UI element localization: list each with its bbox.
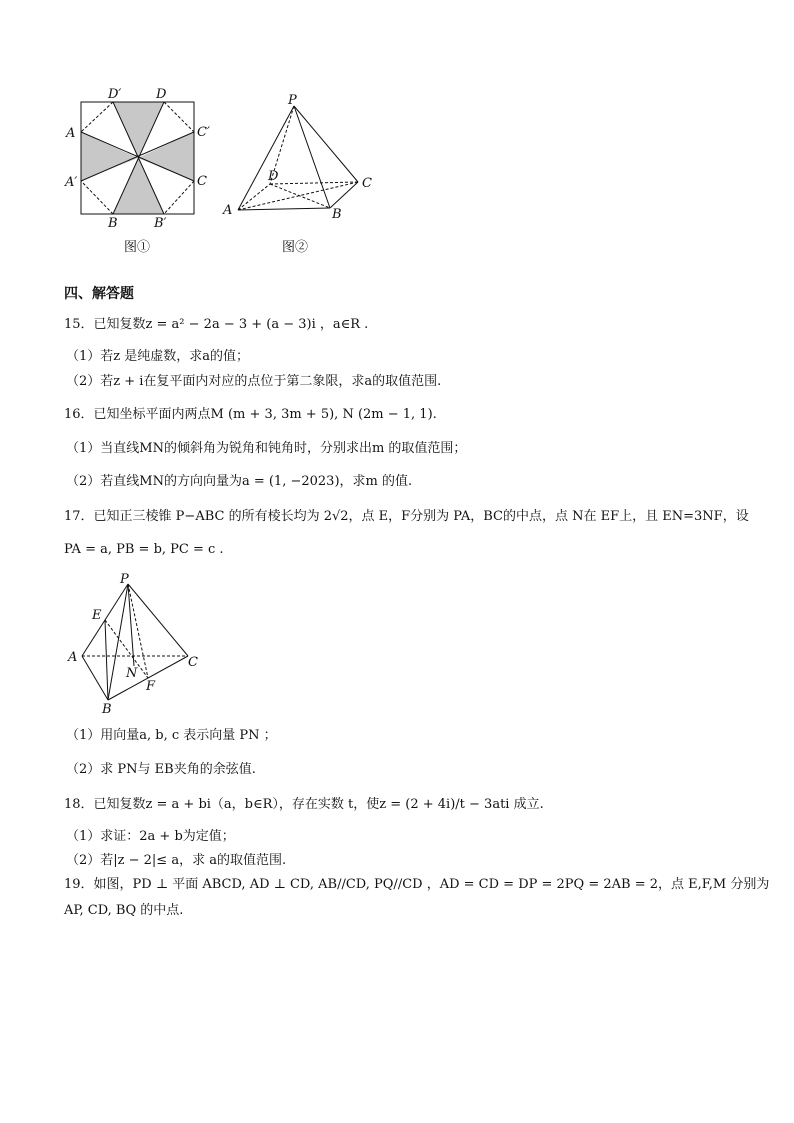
label-C: C [362,176,372,191]
label-Cp: C′ [197,125,210,140]
label-A: A [68,650,78,665]
q18-part2: （2）若|z − 2|≤ a，求 a的取值范围. [66,853,287,868]
section-title: 四、解答题 [64,286,134,302]
figure-17 [62,570,212,716]
label-E: E [92,608,102,623]
q17-part1: （1）用向量a, b, c 表示向量 PN ； [66,728,277,743]
q19-stem-2: AP, CD, BQ 的中点. [64,903,184,918]
q16-stem: 16．已知坐标平面内两点M (m + 3, 3m + 5), N (2m − 1, 1). [64,407,437,422]
label-C: C [197,174,207,189]
q18-part1: （1）求证：2a + b为定值； [66,829,235,844]
label-B: B [332,207,342,222]
q16-part1: （1）当直线MN的倾斜角为锐角和钝角时，分别求出m 的取值范围； [66,441,467,456]
shaded-triangle-left [81,132,138,181]
q18-stem: 18．已知复数z = a + bi（a，b∈R），存在实数 t，使z = (2 + 4i)/t − 3ati 成立. [64,797,544,812]
label-C: C [188,655,198,670]
figure-1 [60,84,210,234]
q15-part2: （2）若z + i在复平面内对应的点位于第二象限，求a的取值范围. [66,374,442,389]
hidden-edges [238,106,358,210]
label-Ap: A′ [65,175,78,190]
q19-stem: 19．如图，PD ⊥ 平面 ABCD, AD ⊥ CD, AB//CD, PQ//CD ，AD = CD = DP = 2PQ = 2AB = 2，点 E,F,M 分别为 [64,877,770,892]
shaded-triangle-bottom [113,158,164,214]
figure-1-caption: 图① [124,240,151,255]
label-B: B [102,702,112,716]
label-Dp: D′ [108,87,122,102]
label-P: P [288,93,297,108]
label-P: P [120,572,129,587]
q17-stem-vectors: PA = a, PB = b, PC = c . [64,542,224,557]
label-A: A [66,126,76,141]
q15-part1: （1）若z 是纯虚数，求a的值； [66,349,250,364]
label-A: A [223,203,233,218]
q16-part2: （2）若直线MN的方向向量为a = (1, −2023)，求m 的值. [66,474,413,489]
q15-stem: 15．已知复数z = a² − 2a − 3 + (a − 3)i ，a∈R . [64,317,369,332]
q17-stem: 17．已知正三棱锥 P−ABC 的所有棱长均为 2√2，点 E，F分别为 PA，BC的中点，点 N在 EF上，且 EN=3NF，设 [64,509,749,524]
label-B: B [108,216,118,231]
figure-2 [218,92,388,224]
label-F: F [146,679,156,694]
label-D: D [156,87,167,102]
label-D: D [268,169,279,184]
label-N: N [126,666,138,681]
label-Bp: B′ [154,216,167,231]
figure-2-caption: 图② [282,240,309,255]
q17-part2: （2）求 PN与 EB夹角的余弦值. [66,762,256,777]
